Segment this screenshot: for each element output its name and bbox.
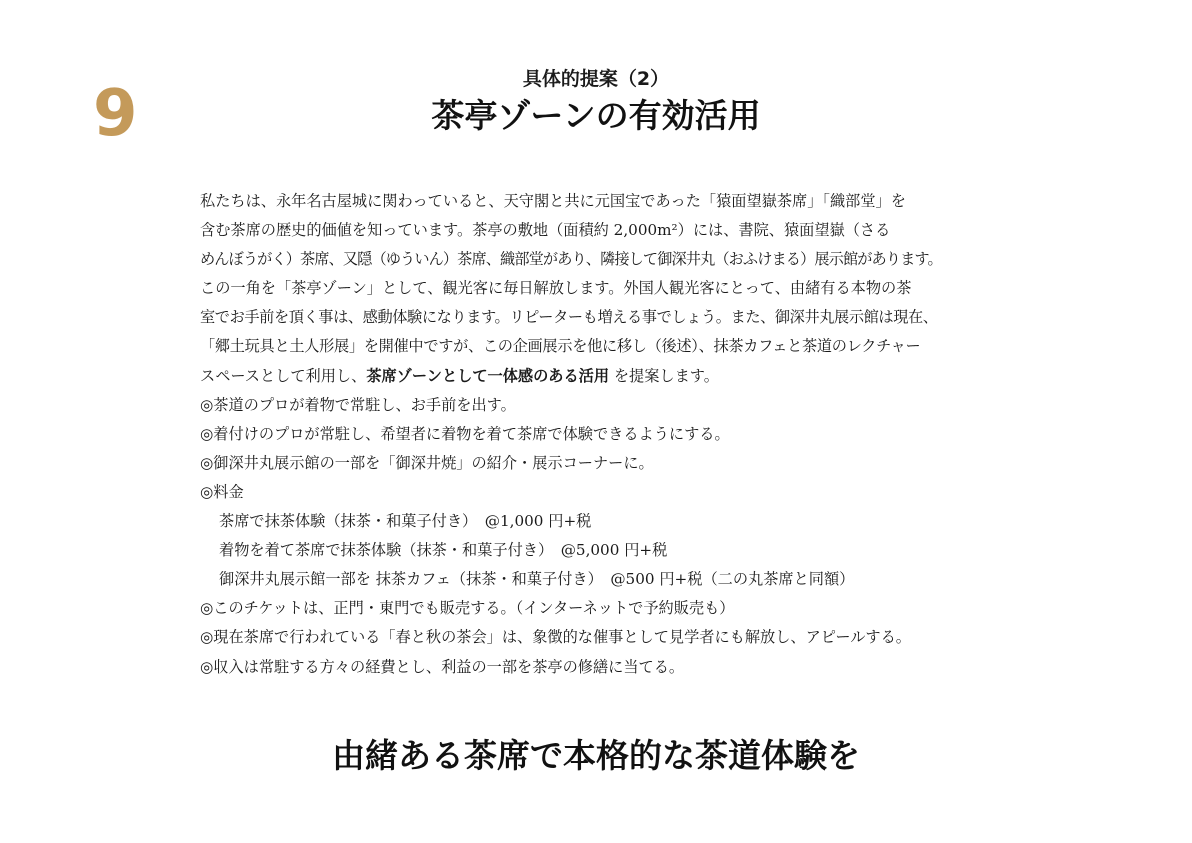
emphasis-text: 茶席ゾーンとして一体感のある活用	[366, 366, 610, 385]
page-title: 茶亭ゾーンの有効活用	[431, 96, 761, 135]
page-number: 9	[93, 77, 138, 151]
bullet-item: ◎現在茶席で行われている「春と秋の茶会」は、象徴的な催事として見学者にも解放し、アピールする。	[200, 628, 911, 647]
price-item: 着物を着て茶席で抹茶体験（抹茶・和菓子付き） @5,000 円+税	[219, 541, 668, 560]
bullet-item: ◎御深井丸展示館の一部を「御深井焼」の紹介・展示コーナーに。	[200, 453, 654, 472]
paragraph-line: 「郷土玩具と土人形展」を開催中ですが、この企画展示を他に移し（後述）、抹茶カフェと茶道のレクチャー	[200, 337, 921, 356]
bullet-item: ◎収入は常駐する方々の経費とし、利益の一部を茶亭の修繕に当てる。	[200, 657, 685, 676]
paragraph-line: 含む茶席の歴史的価値を知っています。茶亭の敷地（面積約 2,000m²）には、書院、猿面望嶽（さる	[200, 221, 891, 240]
bullet-item: ◎着付けのプロが常駐し、希望者に着物を着て茶席で体験できるようにする。	[200, 424, 730, 443]
price-item: 茶席で抹茶体験（抹茶・和菓子付き） @1,000 円+税	[219, 512, 592, 531]
paragraph-line: この一角を「茶亭ゾーン」として、観光客に毎日解放します。外国人観光客にとって、由緒有る本物の茶	[200, 279, 912, 298]
paragraph-line: 私たちは、永年名古屋城に関わっていると、天守閣と共に元国宝であった「猿面望嶽茶席」「織部堂」を	[200, 192, 906, 210]
paragraph-last-line-suffix: を提案します。	[609, 366, 719, 385]
bullet-item: ◎このチケットは、正門・東門でも販売する。（インターネットで予約販売も）	[200, 599, 735, 618]
tagline: 由緒ある茶席で本格的な茶道体験を	[332, 736, 860, 775]
paragraph-last-line-prefix: スペースとして利用し、	[200, 366, 367, 385]
paragraph-line: 室でお手前を頂く事は、感動体験になります。リピーターも増える事でしょう。また、御深井丸展示館は現在、	[200, 308, 938, 327]
price-item: 御深井丸展示館一部を 抹茶カフェ（抹茶・和菓子付き） @500 円+税（二の丸茶席と同額）	[219, 570, 855, 589]
paragraph-line: めんぼうがく）茶席、又隠（ゆういん）茶席、織部堂があり、隣接して御深井丸（おふけまる）展示館があります。	[200, 250, 942, 269]
page-subtitle: 具体的提案（2）	[522, 68, 670, 90]
bullet-item: ◎茶道のプロが着物で常駐し、お手前を出す。	[200, 395, 516, 414]
bullet-item: ◎料金	[200, 482, 244, 501]
body-text	[200, 187, 1000, 682]
paragraph-last-line	[200, 362, 1000, 391]
